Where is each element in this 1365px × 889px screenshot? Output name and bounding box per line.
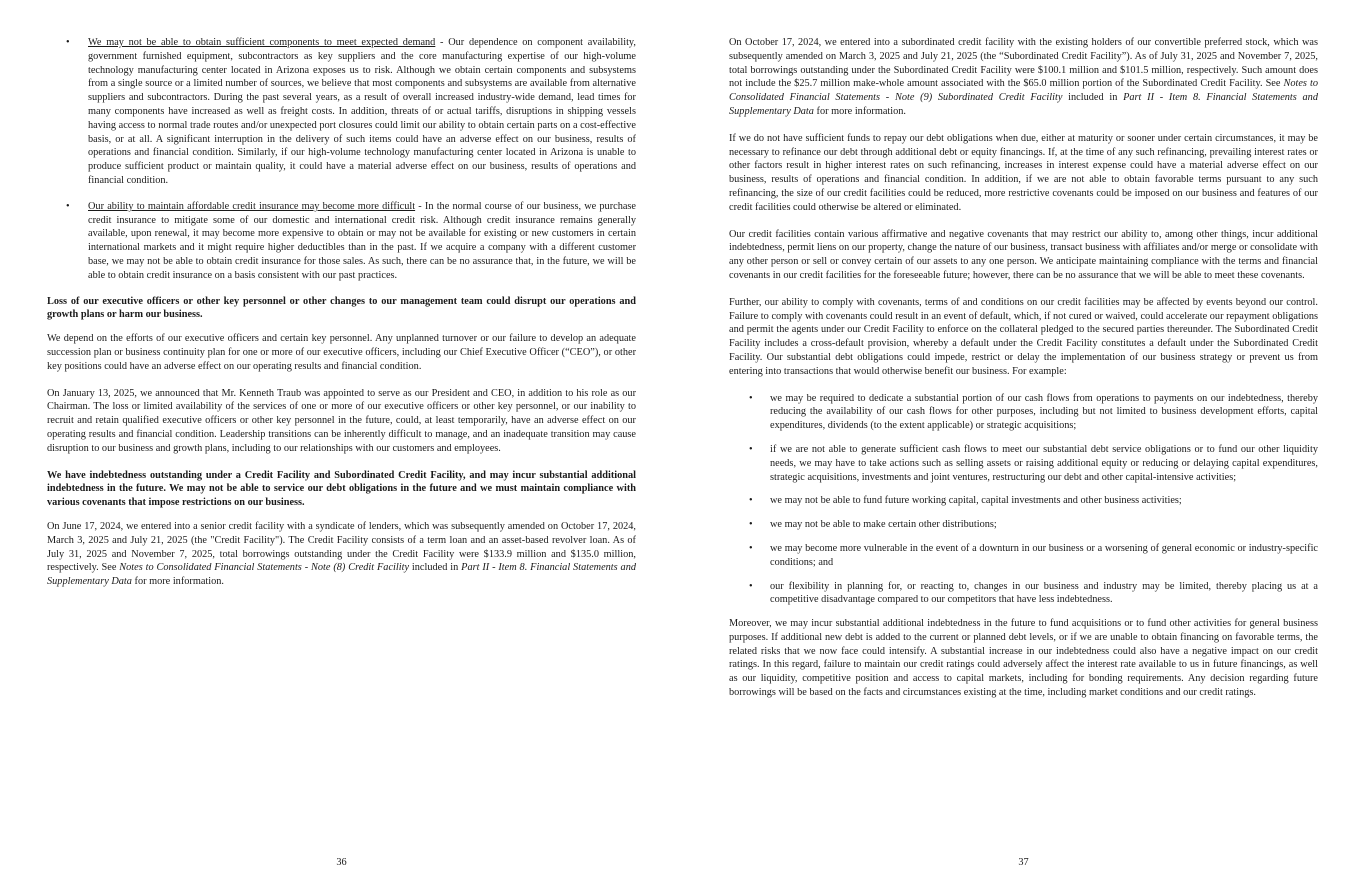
- note-reference: Notes to Consolidated Financial Statements - Note (8) Credit Facility: [119, 562, 410, 574]
- item-reference: Part II - Item 8. Financial Statements and Supplementary Data: [47, 562, 636, 588]
- paragraph-text: for more information.: [813, 105, 907, 117]
- paragraph-text: included in: [409, 562, 462, 574]
- paragraph-text: for more information.: [131, 576, 225, 588]
- paragraph-additional-indebtedness: Moreover, we may incur substantial additional indebtedness in the future to fund acquisitions or to fund other activities for general business purposes. If additional new debt is added to the current or planned debt levels, or if we are unable to obtain financing on favorable terms, the related risks that we now face could intensify. A substantial increase in our indebtedness could also have a negative impact on our credit ratings. In this regard, failure to maintain our credit ratings could adversely affect the interest rate available to us in future financings, as well as our liquidity, competitive position and access to capital markets, including for bonding requirements. Any decision regarding future borrowings will be based on the facts and circumstances existing at the time, including market conditions and our credit ratings.: [729, 618, 1318, 699]
- page-36: [47, 0, 636, 889]
- note-reference: Notes to Consolidated Financial Statements - Note (9) Subordinated Credit Facility: [729, 78, 1318, 104]
- page-37-content: [729, 36, 1318, 713]
- risk-bullet-credit-insurance: [47, 200, 636, 283]
- paragraph-ceo-appointment: On January 13, 2025, we announced that Mr. Kenneth Traub was appointed to serve as our President and CEO, in addition to his role as our Chairman. The loss or limited availability of the services of one or more of our executive officers or other key personnel, or our inability to recruit and retain qualified executive officers or other key personnel in the future, could, at least temporarily, have an adverse effect on our operating results and financial condition. Leadership transitions can be inherently difficult to manage, and an inadequate transition may cause disruption to our business and growth plans, including to our relationships with our customers and employees.: [47, 387, 636, 454]
- risk-bullet-text: - In the normal course of our business, we purchase credit insurance to mitigate some of our domestic and international credit risk. Although credit insurance remains generally available, upon renewal, it may become more expensive to obtain or may not be available for existing or new customers in certain international markets and it might require higher deductibles than in the past. If we acquire a company with a different customer base, we may not be able to obtain credit insurance for those sales. As such, there can be no assurance that, in the future, we will be able to obtain credit insurance on a basis consistent with our past practices.: [88, 200, 636, 281]
- page-36-content: [47, 36, 636, 602]
- paragraph-text: On October 17, 2024, we entered into a subordinated credit facility with the existing holders of our convertible preferred stock, which was subsequently amended on March 3, 2025 and July 21, 2025 (the “Subordinated Credit Facility”). As of July 31, 2025 and November 7, 2025, total borrowings outstanding under the Subordinated Credit Facility were $100.1 million and $101.5 million, respectively. Such amount does not include the $25.7 million make-whole amount associated with the $65.0 million portion of the Subordinated Credit Facility. See: [729, 37, 1318, 90]
- page-number: 37: [1018, 857, 1029, 868]
- risk-bullet-list: [47, 36, 636, 283]
- item-reference: Part II - Item 8. Financial Statements and Supplementary Data: [729, 92, 1318, 117]
- debt-consequences-list: [729, 392, 1318, 608]
- page-37: [729, 0, 1318, 889]
- list-item: • our flexibility in planning for, or reacting to, changes in our business and industry may be limited, thereby placing us at a competitive disadvantage compared to our competitors that have less indebtedness.: [729, 580, 1318, 608]
- section-heading-indebtedness: We have indebtedness outstanding under a Credit Facility and Subordinated Credit Facility, and may incur substantial additional indebtedness in the future. We may not be able to service our debt obligations in the future and we must maintain compliance with various covenants that impose restrictions on our business.: [47, 469, 636, 509]
- paragraph-text: On June 17, 2024, we entered into a senior credit facility with a syndicate of lenders, which was subsequently amended on October 17, 2024, March 3, 2025 and July 21, 2025 (the "Credit Facility"). The Credit Facility consists of a term loan and an asset-based revolver loan. As of July 31, 2025 and November 7, 2025, total borrowings outstanding under the Credit Facility were $133.9 million and $135.0 million, respectively. See: [47, 520, 636, 574]
- list-item: • we may become more vulnerable in the event of a downturn in our business or a worsening of general economic or industry-specific conditions; and: [729, 542, 1318, 570]
- paragraph-text: included in: [1062, 92, 1124, 104]
- paragraph-executive-efforts: We depend on the efforts of our executive officers and certain key personnel. Any unplanned turnover or our failure to develop an adequate succession plan or business continuity plan for one or more of our executive officers, including our Chief Executive Officer (“CEO”), or other key positions could have an adverse effect on our operating results and financial condition.: [47, 333, 636, 372]
- section-heading-key-personnel: Loss of our executive officers or other key personnel or other changes to our management team could disrupt our operations and growth plans or harm our business.: [47, 295, 636, 321]
- paragraph-credit-facility: [47, 520, 636, 589]
- risk-bullet-title: We may not be able to obtain sufficient components to meet expected demand: [88, 37, 436, 48]
- risk-bullet-text: - Our dependence on component availability, government furnished equipment, subcontractors as key suppliers and the core manufacturing expertise of our high-volume technology manufacturing center located in Arizona exposes us to risk. Although we obtain certain components and subsystems from a single source or a limited number of sources, we believe that most components and subsystems are available from alternative suppliers and subcontractors. During the past several years, as a result of overall increased industry-wide demand, lead times for many components have increased as well as freight costs. In addition, threats of or actual tariffs, disruptions in shipping vessels having access to normal trade routes and/or unexpected port closures could limit our ability to obtain certain parts on a cost-effective basis, or at all. A significant interruption in the delivery of such items could have an adverse effect on our business, results of operations and financial condition. Similarly, if our high-volume technology manufacturing center located in Arizona is unable to produce sufficient product or maintain quality, it could have a material adverse effect on our business, results of operations and financial condition.: [88, 37, 636, 186]
- risk-bullet-components: [47, 36, 636, 188]
- paragraph-subordinated-facility: [729, 36, 1318, 119]
- paragraph-refinance-risk: If we do not have sufficient funds to repay our debt obligations when due, either at maturity or sooner under certain circumstances, it may be necessary to refinance our debt through additional debt or equity financings. If, at the time of any such refinancing, prevailing interest rates or other factors result in higher interest rates on such refinancing, increases in interest expense could have a material adverse effect on our business, results of operations and financial condition. In addition, if we are not able to obtain favorable terms pursuant to any such refinancing, the size of our credit facilities could be reduced, more restrictive covenants could be imposed on our business and features of our credit facilities could otherwise be altered or eliminated.: [729, 132, 1318, 213]
- risk-bullet-title: Our ability to maintain affordable credit insurance may become more difficult: [88, 200, 416, 212]
- list-item: • we may not be able to fund future working capital, capital investments and other business activities;: [729, 494, 1318, 508]
- page-number: 36: [336, 857, 347, 868]
- list-item: • we may be required to dedicate a substantial portion of our cash flows from operations to payments on our indebtedness, thereby reducing the availability of our cash flows for other purposes, including but not limited to business development efforts, capital expenditures, dividends (to the extent applicable) or strategic acquisitions;: [729, 392, 1318, 433]
- paragraph-default-risk: Further, our ability to comply with covenants, terms of and conditions on our credit facilities may be affected by events beyond our control. Failure to comply with covenants could result in an event of default, which, if not cured or waived, could accelerate our repayment obligations and permit the agents under our Credit Facility to enforce on the collateral pledged to the secured parties thereunder. The Subordinated Credit Facility includes a cross-default provision, whereby a default under the Credit Facility constitutes a default under the Subordinated Credit Facility. Our substantial debt obligations could impede, restrict or delay the implementation of our business strategy or prevent us from entering into transactions that would otherwise benefit our business. For example:: [729, 296, 1318, 377]
- list-item: • if we are not able to generate sufficient cash flows to meet our substantial debt service obligations or to fund our other liquidity needs, we may have to take actions such as selling assets or raising additional equity or reducing or delaying capital expenditures, strategic acquisitions, investments and joint ventures, restructuring our debt and other capital-intensive activities;: [729, 443, 1318, 484]
- list-item: • we may not be able to make certain other distributions;: [729, 518, 1318, 532]
- paragraph-covenants: Our credit facilities contain various affirmative and negative covenants that may restrict our ability to, among other things, incur additional indebtedness, permit liens on our property, change the nature of our business, transact business with affiliates and/or merge or consolidate with any other person or sell or convey certain of our assets to any one person. We anticipate maintaining compliance with the terms and financial covenants in our credit facilities for the foreseeable future; however, there can be no assurance that we will be able to meet these covenants.: [729, 228, 1318, 281]
